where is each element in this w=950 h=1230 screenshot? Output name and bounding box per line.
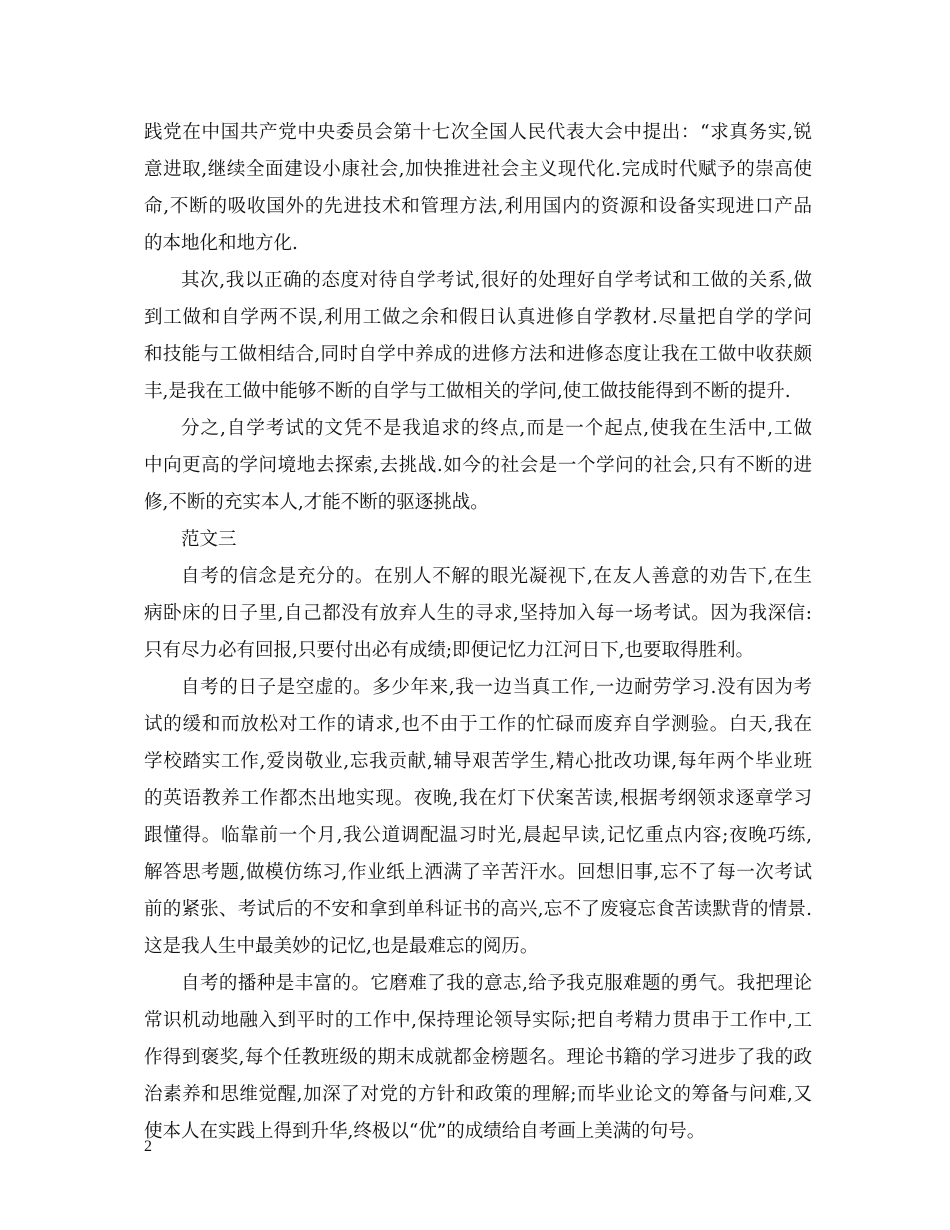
text-line: 病卧床的日子里,自己都没有放弃人生的寻求,坚持加入每一场考试。因为我深信: xyxy=(144,603,812,624)
text-line: 到工做和自学两不误,利用工做之余和假日认真进修自学教材.尽量把自学的学问 xyxy=(144,307,812,328)
text-line: 这是我人生中最美妙的记忆,也是最难忘的阅历。 xyxy=(144,936,539,957)
text-line: 意进取,继续全面建设小康社会,加快推进社会主义现代化.完成时代赋予的崇高使 xyxy=(144,159,812,180)
text-line: 常识机动地融入到平时的工作中,保持理论领导实际;把自考精力贯串于工作中,工 xyxy=(144,1010,812,1031)
paragraph-second xyxy=(144,262,812,410)
section-heading-sample-three xyxy=(144,521,812,558)
text-line: 只有尽力必有回报,只要付出必有成绩;即便记忆力江河日下,也要取得胜利。 xyxy=(144,640,754,661)
paragraph-summary xyxy=(144,410,812,521)
text-line: 治素养和思维觉醒,加深了对党的方针和政策的理解;而毕业论文的筹备与问难,又 xyxy=(144,1084,812,1105)
text-line: 范文三 xyxy=(181,529,237,550)
text-line: 前的紧张、考试后的不安和拿到单科证书的高兴,忘不了废寝忘食苦读默背的情景. xyxy=(144,899,812,920)
paragraph-days xyxy=(144,669,812,965)
text-line: 使本人在实践上得到升华,终极以“优”的成绩给自考画上美满的句号。 xyxy=(144,1121,706,1142)
document-body xyxy=(144,114,812,1150)
paragraph-harvest xyxy=(144,965,812,1150)
text-line: 自考的日子是空虚的。多少年来,我一边当真工作,一边耐劳学习.没有因为考 xyxy=(181,677,812,698)
text-line: 试的缓和而放松对工作的请求,也不由于工作的忙碌而废弃自学测验。白天,我在 xyxy=(144,714,812,735)
text-line: 中向更高的学问境地去探索,去挑战.如今的社会是一个学问的社会,只有不断的进 xyxy=(144,455,812,476)
text-line: 解答思考题,做模仿练习,作业纸上洒满了辛苦汗水。回想旧事,忘不了每一次考试 xyxy=(144,862,812,883)
text-line: 跟懂得。临靠前一个月,我公道调配温习时光,晨起早读,记忆重点内容;夜晚巧练, xyxy=(144,825,812,846)
text-line: 丰,是我在工做中能够不断的自学与工做相关的学问,使工做技能得到不断的提升. xyxy=(144,381,791,402)
text-line: 分之,自学考试的文凭不是我追求的终点,而是一个起点,使我在生活中,工做 xyxy=(181,418,812,439)
text-line: 践党在中国共产党中央委员会第十七次全国人民代表大会中提出：“求真务实,锐 xyxy=(144,122,812,143)
text-line: 自考的信念是充分的。在别人不解的眼光凝视下,在友人善意的劝告下,在生 xyxy=(181,566,812,587)
text-line: 修,不断的充实本人,才能不断的驱逐挑战。 xyxy=(144,492,489,513)
text-line: 的本地化和地方化. xyxy=(144,233,298,254)
text-line: 的英语教养工作都杰出地实现。夜晚,我在灯下伏案苦读,根据考纲领求逐章学习 xyxy=(144,788,812,809)
paragraph-intro-continued xyxy=(144,114,812,262)
text-line: 学校踏实工作,爱岗敬业,忘我贡献,辅导艰苦学生,精心批改功课,每年两个毕业班 xyxy=(144,751,812,772)
page-number: 2 xyxy=(144,1138,152,1155)
paragraph-belief xyxy=(144,558,812,669)
text-line: 作得到褒奖,每个任教班级的期末成就都金榜题名。理论书籍的学习进步了我的政 xyxy=(144,1047,812,1068)
text-line: 命,不断的吸收国外的先进技术和管理方法,利用国内的资源和设备实现进口产品 xyxy=(144,196,812,217)
text-line: 其次,我以正确的态度对待自学考试,很好的处理好自学考试和工做的关系,做 xyxy=(181,270,812,291)
text-line: 自考的播种是丰富的。它磨难了我的意志,给予我克服难题的勇气。我把理论 xyxy=(181,973,812,994)
text-line: 和技能与工做相结合,同时自学中养成的进修方法和进修态度让我在工做中收获颇 xyxy=(144,344,812,365)
